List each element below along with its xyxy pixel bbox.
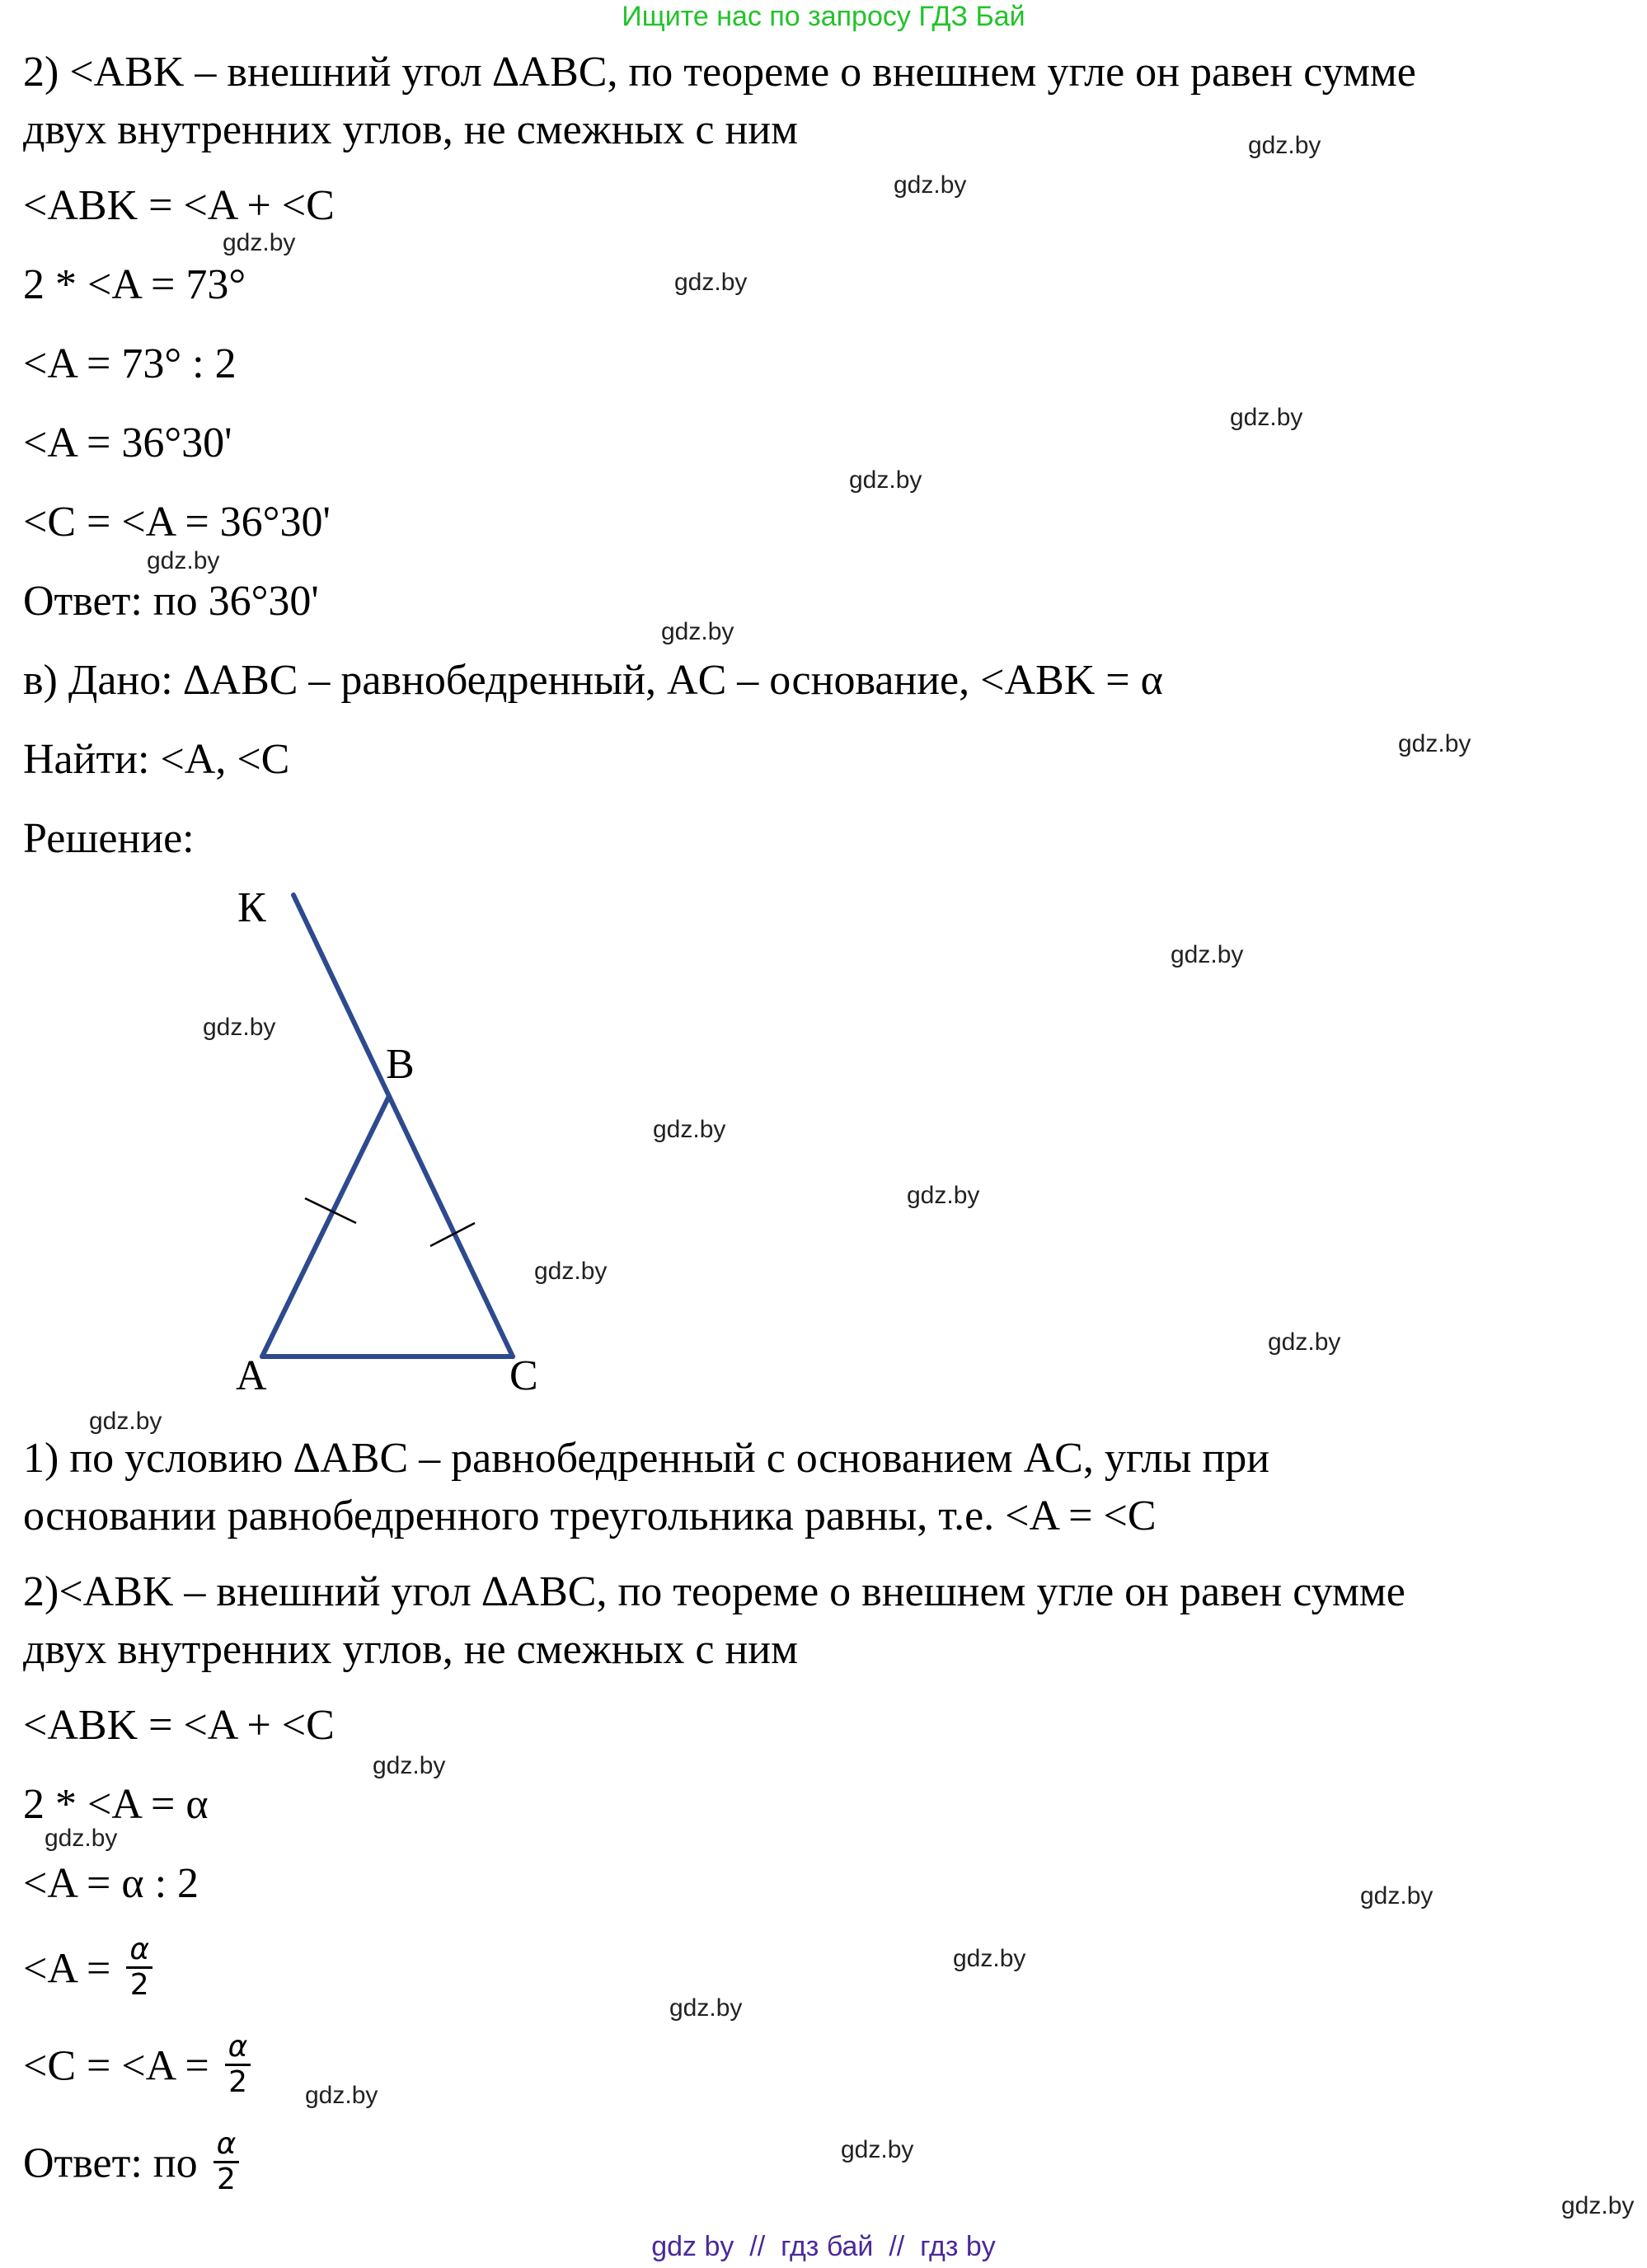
fraction-denominator: 2 [228, 2065, 247, 2099]
ray-bk [293, 895, 389, 1096]
equation-v-2: 2 * <A = α [23, 1781, 209, 1828]
equation-v-4-prefix: <A = [23, 1945, 111, 1993]
equation-2: 2 * <A = 73° [23, 261, 246, 308]
watermark: gdz.by [953, 1945, 1026, 1972]
watermark: gdz.by [89, 1408, 162, 1435]
answer-v [23, 2127, 239, 2201]
equation-v-3: <A = α : 2 [23, 1860, 199, 1907]
watermark: gdz.by [45, 1825, 118, 1852]
watermark: gdz.by [1248, 132, 1321, 159]
fraction-numerator: α [225, 2031, 251, 2066]
watermark: gdz.by [894, 171, 967, 199]
step2-v-line2: двух внутренних углов, не смежных с ним [23, 1626, 799, 1673]
watermark: gdz.by [203, 1014, 276, 1041]
fraction-alpha-over-2 [214, 2128, 240, 2196]
fraction-denominator: 2 [129, 1968, 149, 2002]
watermark: gdz.by [1268, 1328, 1341, 1356]
watermark: gdz.by [849, 466, 922, 494]
label-a: A [236, 1352, 267, 1399]
step2-line2: двух внутренних углов, не смежных с ним [23, 106, 799, 153]
step2-line1: 2) <ABK – внешний угол ∆ABC, по теореме о внешнем угле он равен сумме [23, 49, 1416, 96]
equation-1: <ABK = <A + <C [23, 182, 335, 229]
top-banner: Ищите нас по запросу ГДЗ Бай [622, 1, 1025, 32]
fraction-numerator: α [214, 2128, 240, 2163]
watermark: gdz.by [305, 2082, 378, 2109]
answer-v-prefix: Ответ: по [23, 2139, 198, 2187]
watermark: gdz.by [661, 618, 734, 645]
label-b: B [386, 1041, 415, 1088]
answer-b: Ответ: по 36°30' [23, 578, 319, 625]
fraction-alpha-over-2 [126, 1933, 152, 2002]
equation-v-4 [23, 1933, 152, 2007]
watermark: gdz.by [534, 1258, 608, 1285]
watermark: gdz.by [669, 1994, 743, 2022]
watermark: gdz.by [223, 229, 296, 256]
fraction-denominator: 2 [217, 2163, 236, 2196]
triangle-diagram [0, 874, 659, 1418]
watermark: gdz.by [1398, 730, 1471, 757]
equation-4: <A = 36°30' [23, 419, 232, 466]
label-k: К [237, 884, 266, 931]
equation-v-1: <ABK = <A + <C [23, 1702, 335, 1749]
watermark: gdz.by [907, 1182, 980, 1209]
side-ab [262, 1096, 389, 1357]
fraction-alpha-over-2 [225, 2031, 251, 2099]
fraction-numerator: α [126, 1933, 152, 1969]
watermark: gdz.by [147, 547, 220, 574]
label-c: C [509, 1352, 538, 1399]
side-bc [389, 1096, 513, 1357]
solution-label: Решение: [23, 815, 195, 862]
given-v: в) Дано: ∆ABC – равнобедренный, AC – основание, <ABK = α [23, 657, 1163, 704]
equation-v-5-prefix: <C = <A = [23, 2042, 209, 2090]
step1-line2: основании равнобедренного треугольника равны, т.е. <A = <C [23, 1492, 1157, 1539]
watermark: gdz.by [1230, 404, 1303, 431]
step2-v-line1: 2)<ABK – внешний угол ∆ABC, по теореме о внешнем угле он равен сумме [23, 1568, 1405, 1615]
equation-5: <C = <A = 36°30' [23, 499, 331, 546]
find-v: Найти: <A, <C [23, 736, 290, 783]
watermark: gdz.by [841, 2136, 914, 2163]
step1-line1: 1) по условию ∆ABC – равнобедренный с основанием AC, углы при [23, 1435, 1270, 1482]
equation-3: <A = 73° : 2 [23, 340, 237, 387]
watermark: gdz.by [1360, 1882, 1434, 1910]
watermark: gdz.by [1171, 941, 1244, 968]
watermark: gdz.by [653, 1116, 726, 1143]
watermark: gdz.by [674, 269, 748, 296]
equation-v-5 [23, 2030, 251, 2104]
watermark: gdz.by [373, 1752, 446, 1779]
footer-links: gdz by // гдз бай // гдз by [651, 2231, 996, 2262]
watermark: gdz.by [1561, 2192, 1635, 2219]
